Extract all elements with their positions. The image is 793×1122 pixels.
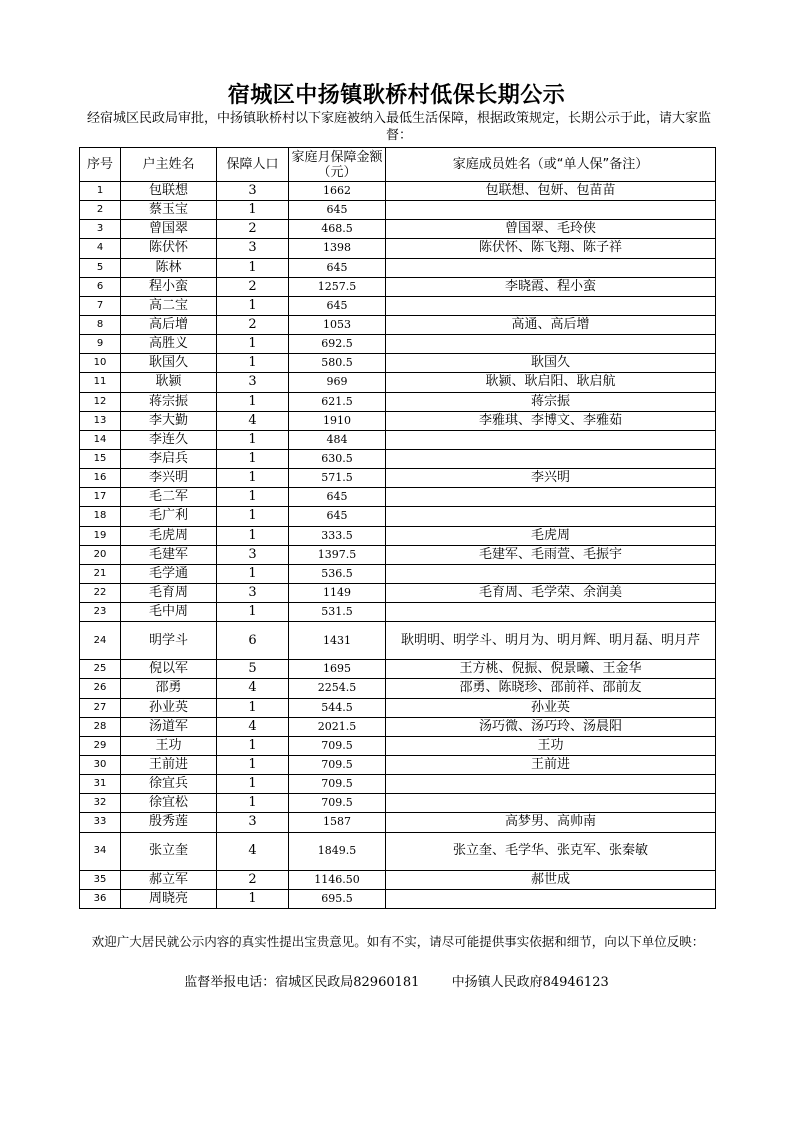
covered-population: 1: [217, 354, 289, 373]
covered-population: 1: [217, 488, 289, 507]
covered-population: 2: [217, 870, 289, 889]
table-header-row: [80, 148, 716, 182]
family-members: [386, 603, 716, 622]
table-row: [80, 583, 716, 602]
household-head-name: 徐宜兵: [121, 775, 217, 794]
row-number: 23: [80, 603, 121, 622]
covered-population: 6: [217, 622, 289, 660]
household-head-name: 郝立军: [121, 870, 217, 889]
family-members: [386, 488, 716, 507]
table-row: [80, 545, 716, 564]
row-number: 22: [80, 583, 121, 602]
monthly-amount: 333.5: [289, 526, 386, 545]
family-members: 高梦男、高帅南: [386, 813, 716, 832]
covered-population: 1: [217, 392, 289, 411]
covered-population: 2: [217, 277, 289, 296]
row-number: 28: [80, 717, 121, 736]
table-row: [80, 296, 716, 315]
civil-affairs-phone: 监督举报电话：宿城区民政局82960181: [184, 975, 420, 990]
covered-population: 3: [217, 583, 289, 602]
covered-population: 1: [217, 335, 289, 354]
table-row: [80, 603, 716, 622]
table-row: [80, 679, 716, 698]
covered-population: 2: [217, 220, 289, 239]
table-row: [80, 622, 716, 660]
monthly-amount: 1431: [289, 622, 386, 660]
covered-population: 1: [217, 736, 289, 755]
household-head-name: 孙业英: [121, 698, 217, 717]
table-row: [80, 182, 716, 201]
household-head-name: 包联想: [121, 182, 217, 201]
row-number: 6: [80, 277, 121, 296]
monthly-amount: 709.5: [289, 736, 386, 755]
col-header-population: 保障人口: [217, 148, 289, 182]
household-head-name: 蒋宗振: [121, 392, 217, 411]
covered-population: 1: [217, 698, 289, 717]
covered-population: 1: [217, 603, 289, 622]
table-row: [80, 373, 716, 392]
row-number: 20: [80, 545, 121, 564]
page-title: 宿城区中扬镇耿桥村低保长期公示: [227, 83, 566, 108]
col-header-members: 家庭成员姓名（或“单人保”备注）: [386, 148, 716, 182]
table-row: [80, 736, 716, 755]
family-members: 耿明明、明学斗、明月为、明月辉、明月磊、明月芹: [386, 622, 716, 660]
family-members: [386, 889, 716, 908]
table-row: [80, 755, 716, 774]
row-number: 34: [80, 832, 121, 870]
household-head-name: 毛虎周: [121, 526, 217, 545]
monthly-amount: 1695: [289, 660, 386, 679]
household-head-name: 耿颍: [121, 373, 217, 392]
family-members: [386, 296, 716, 315]
family-members: 耿国久: [386, 354, 716, 373]
household-head-name: 汤道军: [121, 717, 217, 736]
row-number: 21: [80, 564, 121, 583]
covered-population: 1: [217, 526, 289, 545]
household-head-name: 倪以军: [121, 660, 217, 679]
household-head-name: 徐宜松: [121, 794, 217, 813]
household-head-name: 李大勤: [121, 411, 217, 430]
table-row: [80, 411, 716, 430]
footer-note: 欢迎广大居民就公示内容的真实性提出宝贵意见。如有不实，请尽可能提供事实依据和细节，向以下单位反映：: [91, 934, 705, 949]
household-head-name: 毛育周: [121, 583, 217, 602]
household-head-name: 高胜义: [121, 335, 217, 354]
table-row: [80, 277, 716, 296]
family-members: [386, 775, 716, 794]
household-head-name: 曾国翠: [121, 220, 217, 239]
household-head-name: 张立奎: [121, 832, 217, 870]
covered-population: 4: [217, 411, 289, 430]
monthly-amount: 536.5: [289, 564, 386, 583]
monthly-amount: 2254.5: [289, 679, 386, 698]
monthly-amount: 1587: [289, 813, 386, 832]
table-row: [80, 889, 716, 908]
table-row: [80, 870, 716, 889]
table-row: [80, 526, 716, 545]
household-head-name: 王前进: [121, 755, 217, 774]
monthly-amount: 645: [289, 507, 386, 526]
table-row: [80, 698, 716, 717]
family-members: 邵勇、陈晓珍、邵前祥、邵前友: [386, 679, 716, 698]
table-body: [80, 182, 716, 909]
table-row: [80, 660, 716, 679]
table-row: [80, 469, 716, 488]
monthly-amount: 1849.5: [289, 832, 386, 870]
household-head-name: 毛二军: [121, 488, 217, 507]
row-number: 27: [80, 698, 121, 717]
family-members: 李雅琪、李博文、李雅茹: [386, 411, 716, 430]
family-members: 王方桃、倪振、倪景曦、王金华: [386, 660, 716, 679]
row-number: 26: [80, 679, 121, 698]
row-number: 11: [80, 373, 121, 392]
monthly-amount: 1146.50: [289, 870, 386, 889]
monthly-amount: 2021.5: [289, 717, 386, 736]
household-head-name: 陈伏怀: [121, 239, 217, 258]
household-head-name: 高二宝: [121, 296, 217, 315]
family-members: 汤巧微、汤巧玲、汤晨阳: [386, 717, 716, 736]
table-row: [80, 775, 716, 794]
monthly-amount: 1053: [289, 315, 386, 334]
covered-population: 1: [217, 755, 289, 774]
row-number: 35: [80, 870, 121, 889]
monthly-amount: 1149: [289, 583, 386, 602]
family-members: 陈伏怀、陈飞翔、陈子祥: [386, 239, 716, 258]
household-head-name: 高后增: [121, 315, 217, 334]
monthly-amount: 571.5: [289, 469, 386, 488]
table-row: [80, 201, 716, 220]
monthly-amount: 709.5: [289, 794, 386, 813]
monthly-amount: 531.5: [289, 603, 386, 622]
family-members: 孙业英: [386, 698, 716, 717]
family-members: [386, 430, 716, 449]
family-members: [386, 258, 716, 277]
table-row: [80, 488, 716, 507]
household-head-name: 毛建军: [121, 545, 217, 564]
table-row: [80, 392, 716, 411]
family-members: 毛虎周: [386, 526, 716, 545]
covered-population: 1: [217, 201, 289, 220]
household-head-name: 明学斗: [121, 622, 217, 660]
household-head-name: 毛中周: [121, 603, 217, 622]
row-number: 30: [80, 755, 121, 774]
household-head-name: 李连久: [121, 430, 217, 449]
covered-population: 1: [217, 775, 289, 794]
family-members: 李兴明: [386, 469, 716, 488]
monthly-amount: 645: [289, 201, 386, 220]
monthly-amount: 630.5: [289, 449, 386, 468]
row-number: 4: [80, 239, 121, 258]
subsidy-table: [79, 147, 716, 909]
row-number: 18: [80, 507, 121, 526]
row-number: 15: [80, 449, 121, 468]
household-head-name: 王功: [121, 736, 217, 755]
row-number: 14: [80, 430, 121, 449]
row-number: 32: [80, 794, 121, 813]
household-head-name: 蔡玉宝: [121, 201, 217, 220]
row-number: 2: [80, 201, 121, 220]
monthly-amount: 645: [289, 488, 386, 507]
table-row: [80, 813, 716, 832]
covered-population: 4: [217, 679, 289, 698]
household-head-name: 殷秀莲: [121, 813, 217, 832]
covered-population: 3: [217, 182, 289, 201]
row-number: 33: [80, 813, 121, 832]
table-row: [80, 430, 716, 449]
row-number: 3: [80, 220, 121, 239]
monthly-amount: 969: [289, 373, 386, 392]
monthly-amount: 1397.5: [289, 545, 386, 564]
covered-population: 1: [217, 889, 289, 908]
row-number: 13: [80, 411, 121, 430]
row-number: 8: [80, 315, 121, 334]
monthly-amount: 468.5: [289, 220, 386, 239]
monthly-amount: 621.5: [289, 392, 386, 411]
monthly-amount: 1662: [289, 182, 386, 201]
row-number: 7: [80, 296, 121, 315]
monthly-amount: 544.5: [289, 698, 386, 717]
monthly-amount: 645: [289, 258, 386, 277]
household-head-name: 毛学通: [121, 564, 217, 583]
family-members: [386, 335, 716, 354]
household-head-name: 李启兵: [121, 449, 217, 468]
table-row: [80, 335, 716, 354]
family-members: 毛建军、毛雨萱、毛振宇: [386, 545, 716, 564]
row-number: 31: [80, 775, 121, 794]
monthly-amount: 484: [289, 430, 386, 449]
household-head-name: 李兴明: [121, 469, 217, 488]
table-row: [80, 315, 716, 334]
covered-population: 1: [217, 469, 289, 488]
covered-population: 1: [217, 564, 289, 583]
row-number: 16: [80, 469, 121, 488]
family-members: 毛育周、毛学荣、余润美: [386, 583, 716, 602]
covered-population: 1: [217, 449, 289, 468]
table-row: [80, 507, 716, 526]
household-head-name: 周晓亮: [121, 889, 217, 908]
family-members: 蒋宗振: [386, 392, 716, 411]
covered-population: 4: [217, 832, 289, 870]
row-number: 5: [80, 258, 121, 277]
table-row: [80, 564, 716, 583]
family-members: 李晓霞、程小蛮: [386, 277, 716, 296]
covered-population: 1: [217, 507, 289, 526]
household-head-name: 程小蛮: [121, 277, 217, 296]
family-members: 耿颍、耿启阳、耿启航: [386, 373, 716, 392]
col-header-amount: 家庭月保障金额（元）: [289, 148, 386, 182]
monthly-amount: 580.5: [289, 354, 386, 373]
family-members: 郝世成: [386, 870, 716, 889]
row-number: 17: [80, 488, 121, 507]
covered-population: 3: [217, 545, 289, 564]
family-members: [386, 449, 716, 468]
family-members: 高通、高后增: [386, 315, 716, 334]
table-row: [80, 832, 716, 870]
family-members: [386, 507, 716, 526]
covered-population: 3: [217, 373, 289, 392]
row-number: 10: [80, 354, 121, 373]
row-number: 12: [80, 392, 121, 411]
family-members: [386, 201, 716, 220]
covered-population: 5: [217, 660, 289, 679]
family-members: 张立奎、毛学华、张克军、张秦敏: [386, 832, 716, 870]
household-head-name: 耿国久: [121, 354, 217, 373]
row-number: 1: [80, 182, 121, 201]
row-number: 19: [80, 526, 121, 545]
row-number: 24: [80, 622, 121, 660]
monthly-amount: 695.5: [289, 889, 386, 908]
family-members: [386, 794, 716, 813]
covered-population: 3: [217, 239, 289, 258]
monthly-amount: 1910: [289, 411, 386, 430]
table-row: [80, 794, 716, 813]
family-members: [386, 564, 716, 583]
family-members: 王前进: [386, 755, 716, 774]
monthly-amount: 1398: [289, 239, 386, 258]
monthly-amount: 709.5: [289, 755, 386, 774]
row-number: 36: [80, 889, 121, 908]
row-number: 29: [80, 736, 121, 755]
table-row: [80, 354, 716, 373]
table-row: [80, 220, 716, 239]
col-header-name: 户主姓名: [121, 148, 217, 182]
monthly-amount: 1257.5: [289, 277, 386, 296]
covered-population: 1: [217, 296, 289, 315]
family-members: 包联想、包妍、包苗苗: [386, 182, 716, 201]
family-members: 王功: [386, 736, 716, 755]
monthly-amount: 645: [289, 296, 386, 315]
row-number: 25: [80, 660, 121, 679]
covered-population: 1: [217, 794, 289, 813]
household-head-name: 邵勇: [121, 679, 217, 698]
table-row: [80, 717, 716, 736]
monthly-amount: 692.5: [289, 335, 386, 354]
monthly-amount: 709.5: [289, 775, 386, 794]
row-number: 9: [80, 335, 121, 354]
household-head-name: 毛广利: [121, 507, 217, 526]
covered-population: 1: [217, 258, 289, 277]
family-members: 曾国翠、毛玲侠: [386, 220, 716, 239]
contact-line: [0, 971, 793, 990]
covered-population: 2: [217, 315, 289, 334]
covered-population: 3: [217, 813, 289, 832]
covered-population: 1: [217, 430, 289, 449]
col-header-no: 序号: [80, 148, 121, 182]
intro-text: 经宿城区民政局审批，中扬镇耿桥村以下家庭被纳入最低生活保障，根据政策规定，长期公示于此，请大家监督：: [86, 111, 711, 143]
household-head-name: 陈林: [121, 258, 217, 277]
table-row: [80, 258, 716, 277]
covered-population: 4: [217, 717, 289, 736]
town-government-phone: 中扬镇人民政府84946123: [451, 975, 609, 990]
table-row: [80, 239, 716, 258]
table-row: [80, 449, 716, 468]
